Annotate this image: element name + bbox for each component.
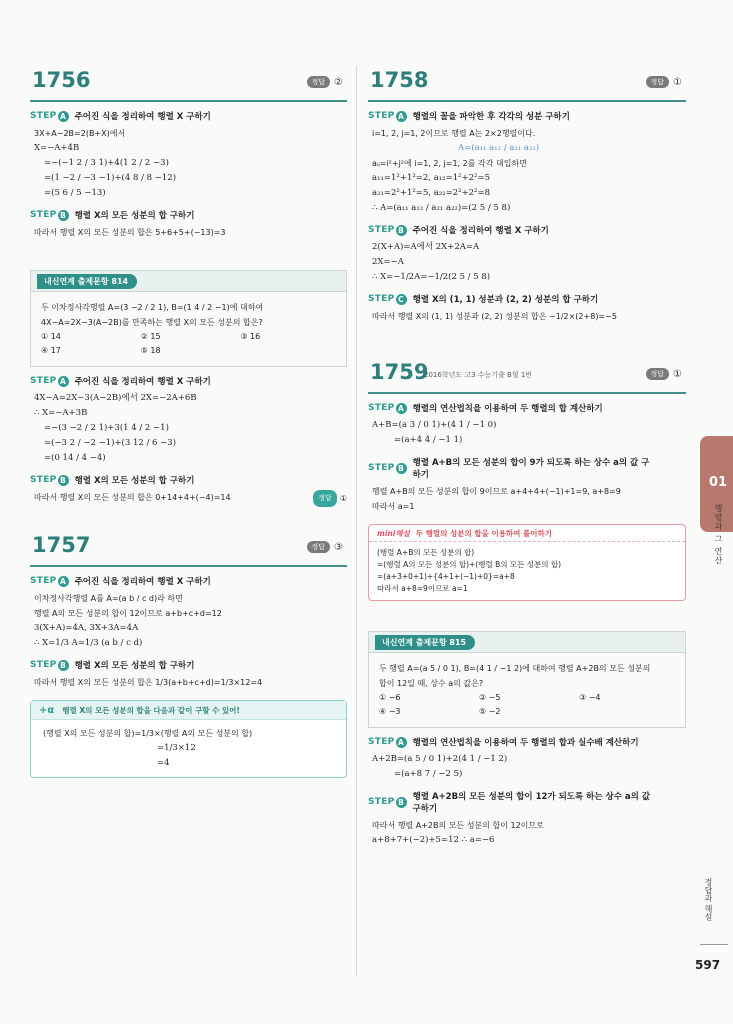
solution-line: A+B=(a 3 / 0 1)+(4 1 / −1 0) — [372, 420, 497, 430]
solution-line: 3(X+A)=4A, 3X+3A=4A — [34, 623, 139, 633]
solution-line: ∴ X=−A+3B — [34, 408, 88, 418]
exam-link-header — [369, 632, 685, 653]
mini-title: 두 행렬의 성분의 합을 이용하여 풀이하기 — [415, 528, 553, 538]
answer-label — [646, 368, 683, 380]
choice-3: ③ 16 — [240, 332, 261, 341]
problem-1758-header — [368, 66, 686, 102]
solution-line: X=−A+4B — [34, 143, 80, 153]
step-title: 주어진 식을 정리하여 행렬 X 구하기 — [412, 226, 549, 236]
problem-number: 1758 — [370, 68, 429, 92]
answer-value: ③ — [334, 541, 343, 553]
step-label: STEP B — [368, 797, 407, 808]
question-line: 4X−A=2X−3(A−2B)를 만족하는 행렬 X의 모든 성분의 합은? — [41, 318, 263, 327]
solution-line: ∴ A=(a₁₁ a₁₂ / a₂₁ a₂₂)=(2 5 / 5 8) — [372, 203, 511, 213]
answer-value: ① — [673, 76, 682, 88]
plus-tip-title: 행렬 X의 모든 성분의 합을 다음과 같이 구할 수 있어! — [62, 705, 240, 715]
step-title: 주어진 식을 정리하여 행렬 X 구하기 — [74, 377, 211, 387]
answer-value: ① — [673, 368, 682, 380]
result-line: a+8+7+(−2)+5=12 ∴ a=−6 — [372, 835, 495, 845]
solution-line: aᵢⱼ=i²+j²에 i=1, 2, j=1, 2를 각각 대입하면 — [372, 159, 527, 168]
result-line: 따라서 행렬 X의 모든 성분의 합은 1/3(a+b+c+d)=1/3×12=4 — [34, 678, 263, 687]
step-label: STEP B — [30, 475, 69, 486]
chapter-title: 행렬과 그 연산 — [714, 504, 723, 566]
plus-alpha-icon: +α — [39, 704, 55, 716]
problem-1756-header — [30, 66, 347, 102]
step-label: STEP A — [368, 111, 407, 122]
problem-1759-header — [368, 358, 686, 394]
step-a-heading — [368, 110, 686, 122]
solution-line: 2(X+A)=A에서 2X+2A=A — [372, 242, 480, 252]
exam-link-tag: 내신연계 출제문항 815 — [375, 635, 475, 650]
step-b-heading — [30, 209, 347, 221]
mini-label: mini해설 — [377, 528, 410, 538]
step-label: STEP A — [368, 403, 407, 414]
solution-line: =−(3 −2 / 2 1)+3(1 4 / 2 −1) — [44, 423, 169, 433]
choice-4: ④ −3 — [379, 707, 401, 716]
mini-line: (행렬 A+B의 모든 성분의 합) — [377, 548, 475, 557]
answer-label — [646, 76, 683, 88]
left-column — [30, 66, 347, 778]
solution-line: ∴ X=−1/2A=−1/2(2 5 / 5 8) — [372, 272, 491, 282]
step-title: 행렬의 연산법칙을 이용하여 두 행렬의 합 계산하기 — [412, 404, 603, 414]
solution-line: a₂₁=2²+1²=5, a₂₂=2²+2²=8 — [372, 188, 490, 198]
exam-link-box-814 — [30, 270, 347, 367]
solution-line: =(5 6 / 5 −13) — [44, 188, 106, 198]
step-label: STEP A — [30, 111, 69, 122]
plus-tip-header — [31, 701, 346, 720]
step-title: 행렬 X의 모든 성분의 합 구하기 — [74, 476, 195, 486]
problem-number: 1757 — [32, 533, 91, 557]
answer-badge: 정답 — [646, 368, 670, 380]
step-label: STEP A — [368, 737, 407, 748]
step-a-heading — [30, 575, 347, 587]
step-a-heading — [368, 736, 686, 748]
mini-explanation-header — [369, 525, 685, 542]
answer-value: ② — [334, 76, 343, 88]
answer-label — [307, 541, 344, 553]
question-line: 두 이차정사각행렬 A=(3 −2 / 2 1), B=(1 4 / 2 −1)에 대하여 — [41, 303, 264, 312]
step-label: STEP B — [30, 210, 69, 221]
result-line: 따라서 행렬 X의 (1, 1) 성분과 (2, 2) 성분의 합은 −1/2×(2+8)=−5 — [372, 312, 617, 321]
choice-2: ② −5 — [479, 693, 501, 702]
step-title: 행렬의 연산법칙을 이용하여 두 행렬의 합과 실수배 계산하기 — [412, 738, 639, 748]
mini-explanation-box — [368, 524, 686, 601]
step-a-heading — [30, 110, 347, 122]
solution-line: =−(−1 2 / 3 1)+4(1 2 / 2 −3) — [44, 158, 169, 168]
tip-line: =1/3×12 — [157, 743, 196, 753]
exam-link-box-815 — [368, 631, 686, 728]
solution-line: a₁₁=1²+1²=2, a₁₂=1²+2²=5 — [372, 173, 490, 183]
page-number-rule — [700, 944, 728, 945]
solution-line: i=1, 2, j=1, 2이므로 행렬 A는 2×2행렬이다. — [372, 129, 536, 138]
choice-1: ① −6 — [379, 693, 401, 702]
choice-3: ③ −4 — [579, 693, 601, 702]
mini-line: =(행렬 A의 모든 성분의 합)+(행렬 B의 모든 성분의 합) — [377, 560, 562, 569]
tip-line: (행렬 X의 모든 성분의 합)=1/3×(행렬 A의 모든 성분의 합) — [43, 729, 253, 738]
exam-link-header — [31, 271, 346, 292]
solution-line: 이차정사각행렬 A를 A=(a b / c d)라 하면 — [34, 594, 183, 603]
solution-line: A+2B=(a 5 / 0 1)+2(4 1 / −1 2) — [372, 754, 508, 764]
question-line: 합이 12일 때, 상수 a의 값은? — [379, 679, 484, 688]
step-title: 행렬 A+2B의 모든 성분의 합이 12가 되도록 하는 상수 a의 값 구하기 — [412, 792, 651, 814]
step-title: 행렬 A+B의 모든 성분의 합이 9가 되도록 하는 상수 a의 값 구하기 — [412, 458, 650, 480]
result-line — [30, 490, 347, 505]
answer-badge: 정답 — [307, 541, 331, 553]
plus-tip-body — [31, 720, 346, 777]
exam-link-tag: 내신연계 출제문항 814 — [37, 274, 137, 289]
mini-line: 따라서 a+8=9이므로 a=1 — [377, 584, 468, 593]
step-title: 주어진 식을 정리하여 행렬 X 구하기 — [74, 577, 211, 587]
step-title: 주어진 식을 정리하여 행렬 X 구하기 — [74, 112, 211, 122]
step-a-heading — [368, 402, 686, 414]
step-title: 행렬 X의 모든 성분의 합 구하기 — [74, 211, 195, 221]
chapter-number: 01 — [708, 475, 728, 490]
step-c-heading — [368, 293, 686, 305]
solution-line: =(a+8 7 / −2 5) — [394, 769, 463, 779]
answer-badge: 정답 — [307, 76, 331, 88]
mini-explanation-body — [369, 542, 685, 600]
plus-tip-box — [30, 700, 347, 778]
step-b-heading — [30, 659, 347, 671]
step-label: STEP B — [368, 463, 407, 474]
result-line: 따라서 행렬 X의 모든 성분의 합은 5+6+5+(−13)=3 — [34, 228, 226, 237]
step-a-heading — [30, 375, 347, 387]
solution-line: =(a+4 4 / −1 1) — [394, 435, 463, 445]
solution-line: 3X+A−2B=2(B+X)에서 — [34, 129, 126, 138]
solution-line: 2X=−A — [372, 257, 404, 267]
tip-line: =4 — [157, 758, 170, 768]
step-label: STEP B — [30, 660, 69, 671]
choice-1: ① 14 — [41, 332, 61, 341]
step-label: STEP A — [30, 576, 69, 587]
solution-line: A=(a₁₁ a₁₂ / a₂₁ a₂₂) — [458, 143, 540, 153]
choice-5: ⑤ −2 — [479, 707, 501, 716]
step-title: 행렬 X의 모든 성분의 합 구하기 — [74, 661, 195, 671]
solution-line: 4X−A=2X−3(A−2B)에서 2X=−2A+6B — [34, 393, 197, 403]
solution-line: ∴ X=1/3 A=1/3 (a b / c d) — [34, 638, 143, 648]
solution-line: 행렬 A의 모든 성분의 합이 12이므로 a+b+c+d=12 — [34, 609, 222, 618]
step-b-heading — [368, 790, 686, 814]
footer-label: 정답과 해설 — [704, 878, 713, 921]
result-line: 따라서 a=1 — [372, 502, 415, 511]
question-line: 두 행렬 A=(a 5 / 0 1), B=(4 1 / −1 2)에 대하여 행렬 A+2B의 모든 성분의 — [379, 664, 651, 673]
answer-badge: 정답 — [646, 76, 670, 88]
exam-link-body — [31, 292, 346, 358]
answer-choices — [375, 691, 679, 719]
step-label: STEP A — [30, 376, 69, 387]
step-b-heading — [30, 474, 347, 486]
problem-number: 1756 — [32, 68, 91, 92]
column-divider — [356, 66, 357, 976]
answer-label — [313, 490, 347, 507]
problem-source: 2016학년도 고3 수능기출 B형 1번 — [424, 371, 533, 379]
solution-line: =(−3 2 / −2 −1)+(3 12 / 6 −3) — [44, 438, 177, 448]
choice-2: ② 15 — [140, 332, 161, 341]
answer-choices — [37, 330, 340, 358]
problem-1757-header — [30, 531, 347, 567]
mini-line: =(a+3+0+1)+{4+1+(−1)+0}=a+8 — [377, 572, 515, 581]
step-label: STEP C — [368, 294, 407, 305]
choice-4: ④ 17 — [41, 346, 61, 355]
right-column — [368, 66, 686, 848]
result-line: 따라서 행렬 A+2B의 모든 성분의 합이 12이므로 — [372, 821, 544, 830]
step-b-heading — [368, 224, 686, 236]
result-text: 따라서 행렬 X의 모든 성분의 합은 0+14+4+(−4)=14 — [34, 493, 231, 502]
step-label: STEP B — [368, 225, 407, 236]
exam-link-body — [369, 653, 685, 719]
answer-label — [307, 76, 344, 88]
page-number: 597 — [695, 958, 721, 972]
step-title: 행렬 X의 (1, 1) 성분과 (2, 2) 성분의 합 구하기 — [412, 295, 599, 305]
answer-value: ① — [339, 494, 347, 503]
problem-number: 1759 — [370, 360, 429, 384]
solution-line: =(0 14 / 4 −4) — [44, 453, 106, 463]
step-title: 행렬의 꼴을 파악한 후 각각의 성분 구하기 — [412, 112, 570, 122]
step-b-heading — [368, 456, 686, 480]
solution-line: =(1 −2 / −3 −1)+(4 8 / 8 −12) — [44, 173, 177, 183]
choice-5: ⑤ 18 — [140, 346, 161, 355]
answer-badge: 정답 — [313, 490, 337, 507]
result-line: 행렬 A+B의 모든 성분의 합이 9이므로 a+4+4+(−1)+1=9, a+8=9 — [372, 487, 621, 496]
